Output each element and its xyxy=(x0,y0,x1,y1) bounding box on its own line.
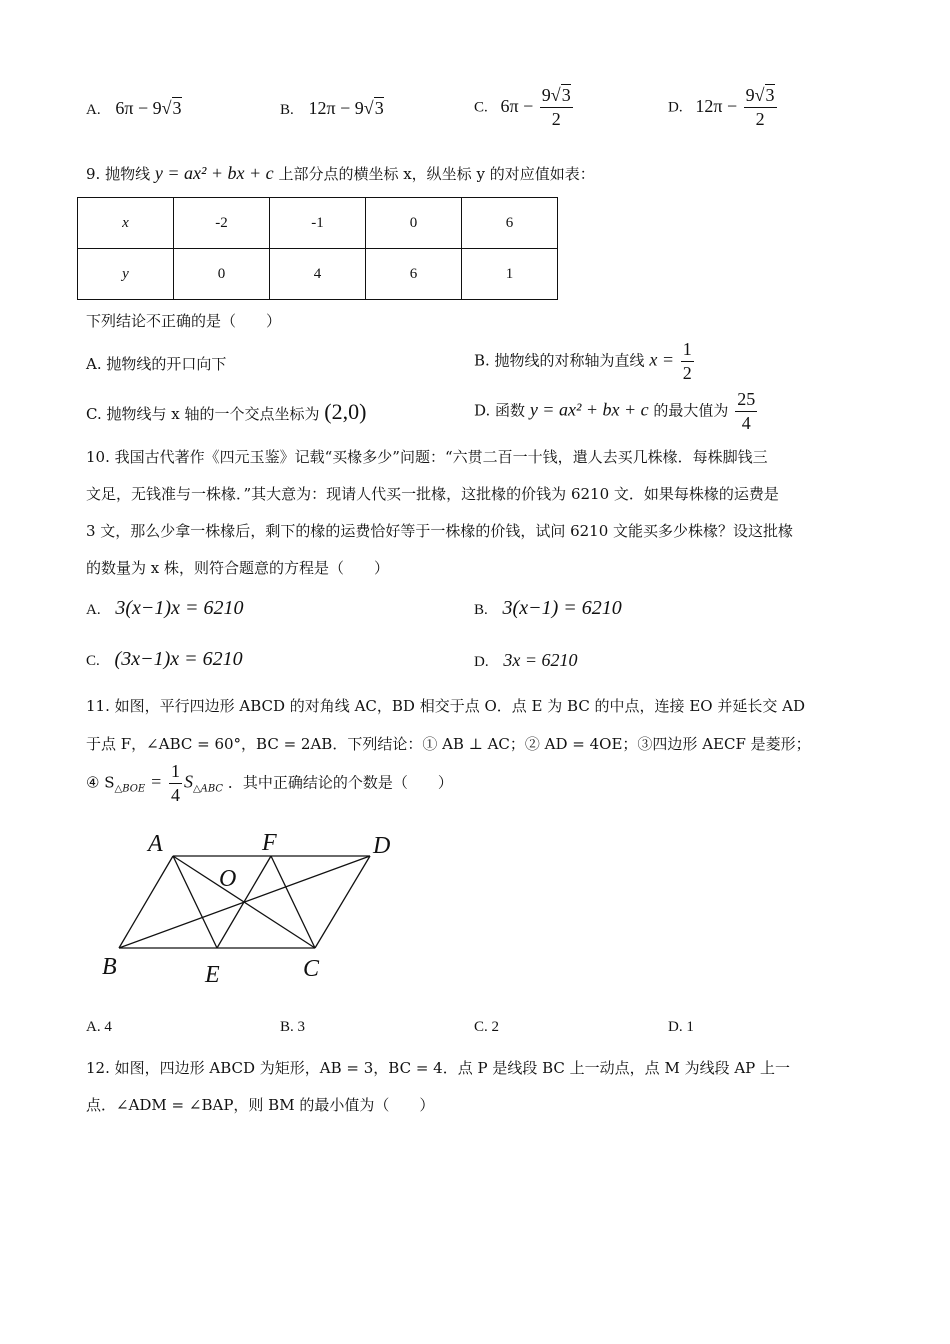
q12-line-1: 12. 如图，四边形 ABCD 为矩形，AB = 3，BC = 4．点 P 是线段 BC 上一动点，点 M 为线段 AP 上一 xyxy=(86,1059,791,1077)
label-b: B xyxy=(102,954,117,980)
table-cell: 6 xyxy=(462,198,558,249)
q11-option-b: B. 3 xyxy=(280,1019,306,1035)
edge-cd xyxy=(315,856,370,948)
q8-option-d: D. 12π − $\frac{9√3}{2}$ xyxy=(668,86,779,129)
q11-line-2: 于点 F，∠ABC = 60°，BC = 2AB．下列结论：① AB ⊥ AC；② AD = 4OE；③四边形 AECF 是菱形； xyxy=(86,735,811,753)
q9-option-b: B. 抛物线的对称轴为直线 x = $\frac{1}{2}$ xyxy=(474,339,692,383)
q10-option-b: B. 3(x−1) = 6210 xyxy=(474,597,622,619)
q11-line-3: ④ $S_{\triangle BOE}$ = $\frac{1}{4}$ $S_{\triangle ABC}$ ．其中正确结论的个数是（ ） xyxy=(86,761,453,805)
table-cell: -2 xyxy=(174,198,270,249)
q8-c-expr: 6π − $\frac{9√3}{2}$ xyxy=(500,85,571,129)
q9-stem: 9. 抛物线 y = ax² + bx + c 上部分点的横坐标 x，纵坐标 y 的对应值如表： xyxy=(86,163,595,183)
table-cell: 1 xyxy=(462,249,558,300)
q12-line-2: 点．∠ADM = ∠BAP，则 BM 的最小值为（ ） xyxy=(86,1096,435,1114)
label-e: E xyxy=(205,962,220,988)
q11-line-1: 11. 如图，平行四边形 ABCD 的对角线 AC，BD 相交于点 O．点 E 为 BC 的中点，连接 EO 并延长交 AD xyxy=(86,697,805,715)
q10-line-4: 的数量为 x 株，则符合题意的方程是（ ） xyxy=(86,559,389,577)
label-a: A xyxy=(148,831,163,857)
q10-line-2: 文足，无钱准与一株椽．”其大意为：现请人代买一批椽，这批椽的价钱为 6210 文．如果每株椽的运费是 xyxy=(86,485,779,503)
q10-option-c: C. (3x−1)x = 6210 xyxy=(86,648,243,670)
edge-ab xyxy=(119,856,173,948)
q10-line-3: 3 文，那么少拿一株椽后，剩下的椽的运费恰好等于一株椽的价钱，试问 6210 文能买多少株椽？设这批椽 xyxy=(86,522,794,540)
q9-equation: y = ax² + bx + c xyxy=(154,163,274,183)
q11-option-c: C. 2 xyxy=(474,1019,500,1035)
table-cell: 0 xyxy=(366,198,462,249)
q9-option-a: A. 抛物线的开口向下 xyxy=(86,355,227,373)
q10-option-a: A. 3(x−1)x = 6210 xyxy=(86,597,244,619)
table-cell: 0 xyxy=(174,249,270,300)
q8-option-b: B. 12π − 9√3 xyxy=(280,98,384,118)
q8-a-expr: 6π − 9√3 xyxy=(115,98,182,118)
table-header-x: x xyxy=(78,198,174,249)
q10-line-1: 10. 我国古代著作《四元玉鉴》记载“买椽多少”问题：“六贯二百一十钱，遣人去买几株椽．每株脚钱三 xyxy=(86,448,768,466)
q9-option-c: C. 抛物线与 x 轴的一个交点坐标为 (2,0) xyxy=(86,399,367,424)
q8-d-expr: 12π − $\frac{9√3}{2}$ xyxy=(695,85,775,129)
table-cell: 6 xyxy=(366,249,462,300)
table-header-y: y xyxy=(78,249,174,300)
label-c: C xyxy=(303,956,320,982)
q9-question: 下列结论不正确的是（ ） xyxy=(86,312,282,330)
table-row xyxy=(78,198,558,249)
label-f: F xyxy=(262,830,277,856)
table-cell: 4 xyxy=(270,249,366,300)
q11-option-a: A. 4 xyxy=(86,1019,112,1035)
q8-option-a: A. 6π − 9√3 xyxy=(86,98,182,118)
table-cell: -1 xyxy=(270,198,366,249)
q8-b-expr: 12π − 9√3 xyxy=(308,98,384,118)
label-o: O xyxy=(219,866,237,892)
q11-parallelogram-figure xyxy=(90,825,410,990)
q10-option-d: D. 3x = 6210 xyxy=(474,650,578,670)
label-d: D xyxy=(373,833,391,859)
q8-option-c: C. 6π − $\frac{9√3}{2}$ xyxy=(474,86,575,129)
q11-option-d: D. 1 xyxy=(668,1019,694,1035)
table-row xyxy=(78,249,558,300)
q9-option-d: D. 函数 y = ax² + bx + c 的最大值为 $\frac{25}{4}$ xyxy=(474,389,756,433)
q9-value-table xyxy=(77,197,558,300)
